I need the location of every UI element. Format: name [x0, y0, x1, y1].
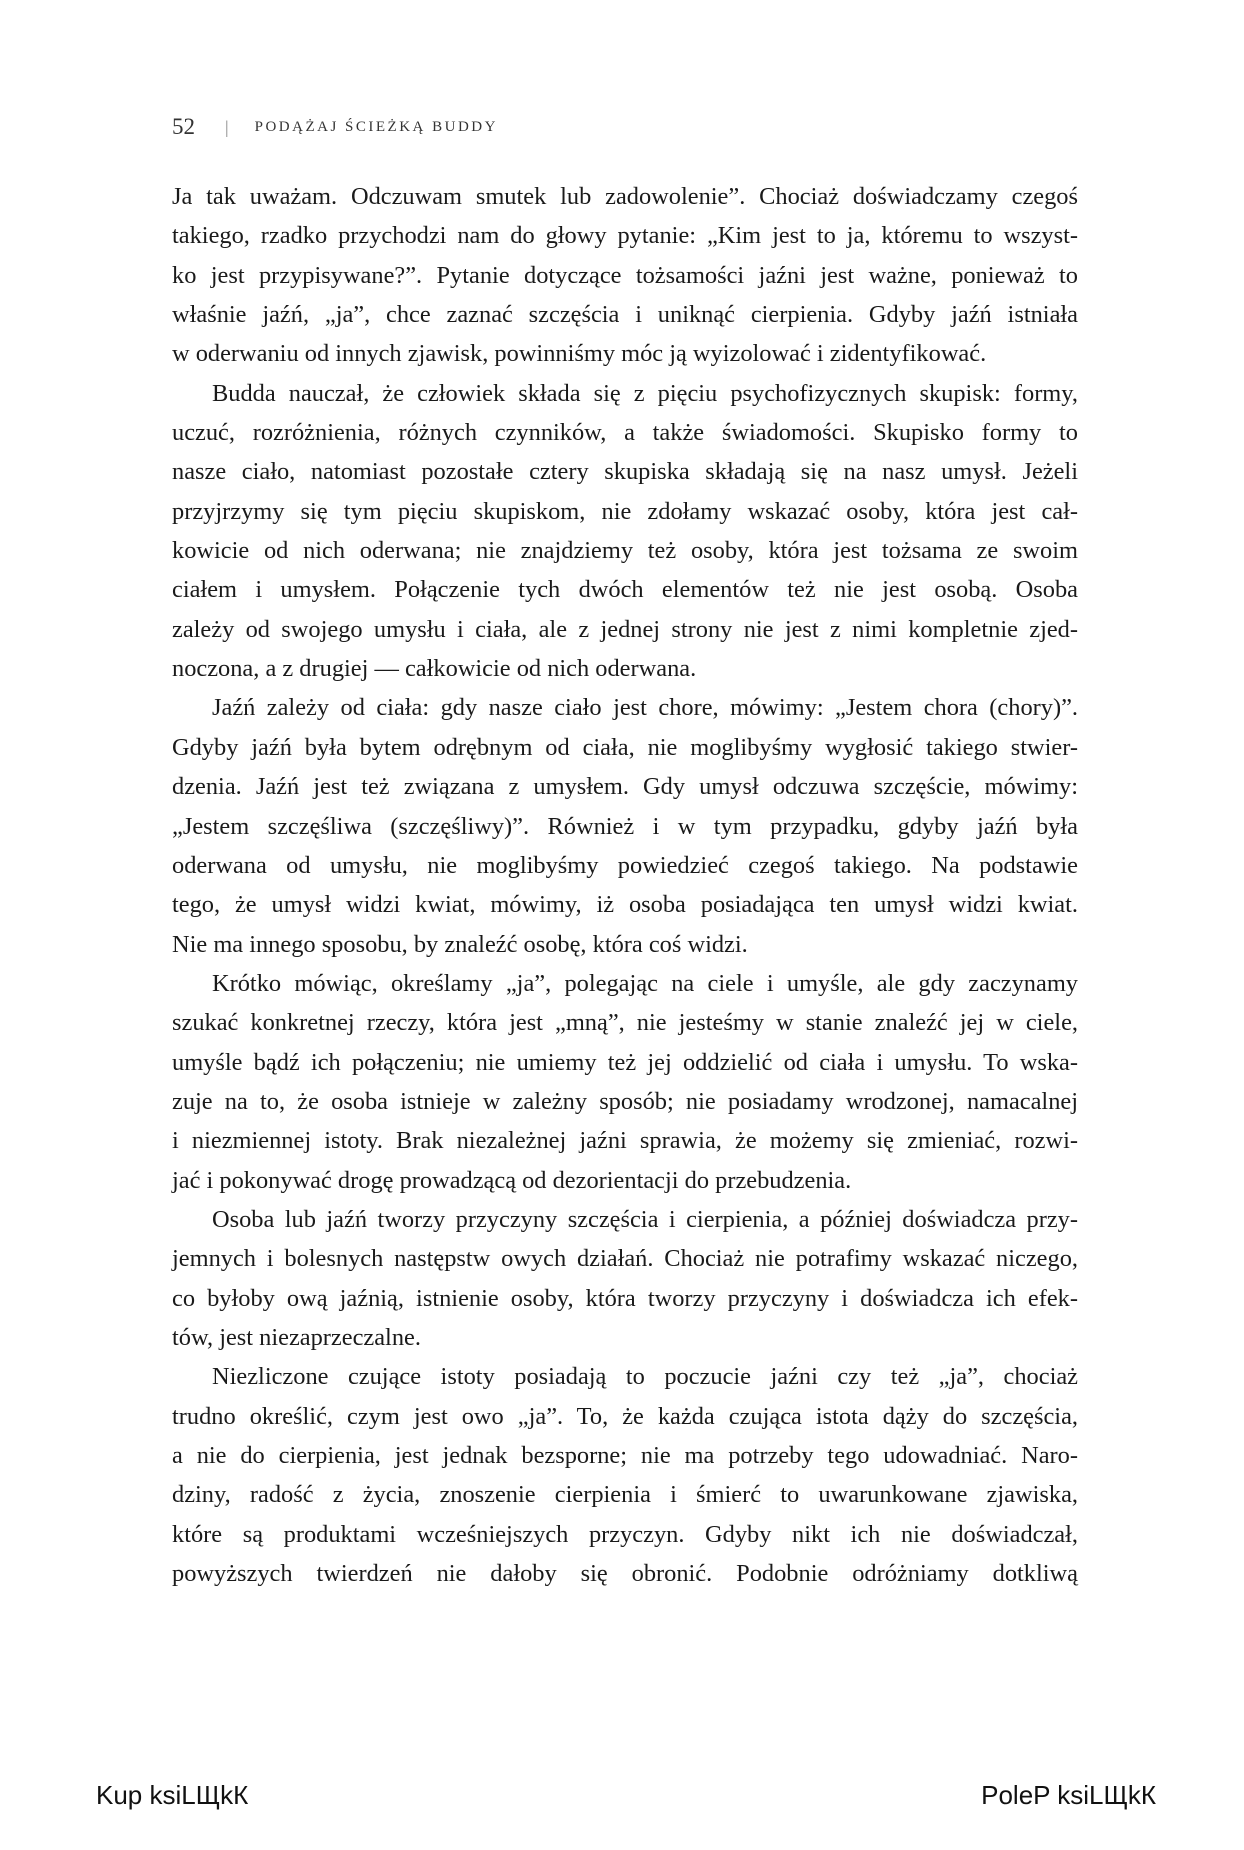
text-line: oderwana od umysłu, nie moglibyśmy powiedzieć czegoś takiego. Na podstawie [172, 851, 1078, 879]
text-line: ko jest przypisywane?”. Pytanie dotyczące tożsamości jaźni jest ważne, ponieważ to [172, 261, 1078, 289]
text-line: trudno określić, czym jest owo „ja”. To, że każda czująca istota dąży do szczęścia, [172, 1402, 1078, 1430]
paragraph-first-line: Budda nauczał, że człowiek składa się z pięciu psychofizycznych skupisk: formy, [212, 379, 1078, 407]
text-line: dziny, radość z życia, znoszenie cierpienia i śmierć to uwarunkowane zjawiska, [172, 1481, 1078, 1509]
text-line: które są produktami wcześniejszych przyczyn. Gdyby nikt ich nie doświadczał, [172, 1520, 1078, 1548]
text-line: szukać konkretnej rzeczy, która jest „mną”, nie jesteśmy w stanie znaleźć jej w ciele, [172, 1009, 1078, 1037]
text-line: tego, że umysł widzi kwiat, mówimy, iż osoba posiadająca ten umysł widzi kwiat. [172, 891, 1078, 919]
header-separator: | [225, 116, 229, 137]
text-line: a nie do cierpienia, jest jednak bezsporne; nie ma potrzeby tego udowadniać. Naro- [172, 1442, 1078, 1469]
text-line: co byłoby ową jaźnią, istnienie osoby, która tworzy przyczyny i doświadcza ich efek- [172, 1284, 1078, 1312]
text-line: „Jestem szczęśliwa (szczęśliwy)”. Również i w tym przypadku, gdyby jaźń była [172, 812, 1078, 840]
buy-book-link[interactable]: Kup ksiLЩkК [96, 1780, 249, 1810]
text-line: Gdyby jaźń była bytem odrębnym od ciała, nie moglibyśmy wygłosić takiego stwier- [172, 733, 1078, 761]
text-line: powyższych twierdzeń nie dałoby się obronić. Podobnie odróżniamy dotkliwą [172, 1560, 1078, 1588]
body-text [172, 177, 1078, 1593]
text-line: przyjrzymy się tym pięciu skupiskom, nie zdołamy wskazać osoby, która jest cał- [172, 497, 1078, 525]
recommend-book-link[interactable]: PoleP ksiLЩkК [981, 1780, 1156, 1810]
text-line: nasze ciało, natomiast pozostałe cztery skupiska składają się na nasz umysł. Jeżeli [172, 458, 1078, 486]
text-line: dzenia. Jaźń jest też związana z umysłem. Gdy umysł odczuwa szczęście, mówimy: [172, 773, 1078, 801]
text-line: w oderwaniu od innych zjawisk, powinniśmy móc ją wyizolować i zidentyfikować. [172, 340, 987, 368]
text-line: i niezmiennej istoty. Brak niezależnej jaźni sprawia, że możemy się zmieniać, rozwi- [172, 1127, 1078, 1155]
paragraph-first-line: Krótko mówiąc, określamy „ja”, polegając na ciele i umyśle, ale gdy zaczynamy [212, 969, 1078, 997]
text-line: Ja tak uważam. Odczuwam smutek lub zadowolenie”. Chociaż doświadczamy czegoś [172, 183, 1078, 210]
text-line: jać i pokonywać drogę prowadzącą od dezorientacji do przebudzenia. [172, 1166, 852, 1194]
running-header [172, 112, 498, 142]
text-line: tów, jest niezaprzeczalne. [172, 1323, 421, 1351]
paragraph-first-line: Osoba lub jaźń tworzy przyczyny szczęścia i cierpienia, a później doświadcza przy- [212, 1205, 1078, 1233]
text-line: umyśle bądź ich połączeniu; nie umiemy też jej oddzielić od ciała i umysłu. To wska- [172, 1048, 1078, 1076]
paragraph-first-line: Jaźń zależy od ciała: gdy nasze ciało jest chore, mówimy: „Jestem chora (chory)”. [212, 694, 1078, 722]
paragraph-first-line: Niezliczone czujące istoty posiadają to poczucie jaźni czy też „ja”, chociaż [212, 1363, 1078, 1391]
text-line: ciałem i umysłem. Połączenie tych dwóch elementów też nie jest osobą. Osoba [172, 576, 1078, 604]
text-line: uczuć, rozróżnienia, różnych czynników, a także świadomości. Skupisko formy to [172, 419, 1078, 447]
running-title: PODĄŻAJ ŚCIEŻKĄ BUDDY [254, 118, 498, 135]
text-line: zależy od swojego umysłu i ciała, ale z jednej strony nie jest z nimi kompletnie zjed- [172, 615, 1078, 643]
text-line: kowicie od nich oderwana; nie znajdziemy też osoby, która jest tożsama ze swoim [172, 537, 1078, 565]
text-line: właśnie jaźń, „ja”, chce zaznać szczęścia i uniknąć cierpienia. Gdyby jaźń istniała [172, 301, 1078, 329]
text-line: takiego, rzadko przychodzi nam do głowy pytanie: „Kim jest to ja, któremu to wszyst- [172, 222, 1078, 250]
text-line: zuje na to, że osoba istnieje w zależny sposób; nie posiadamy wrodzonej, namacalnej [172, 1087, 1078, 1115]
text-line: noczona, a z drugiej — całkowicie od nich oderwana. [172, 655, 697, 683]
text-line: Nie ma innego sposobu, by znaleźć osobę, która coś widzi. [172, 930, 748, 958]
text-line: jemnych i bolesnych następstw owych działań. Chociaż nie potrafimy wskazać niczego, [172, 1245, 1078, 1273]
page-number: 52 [172, 114, 195, 139]
